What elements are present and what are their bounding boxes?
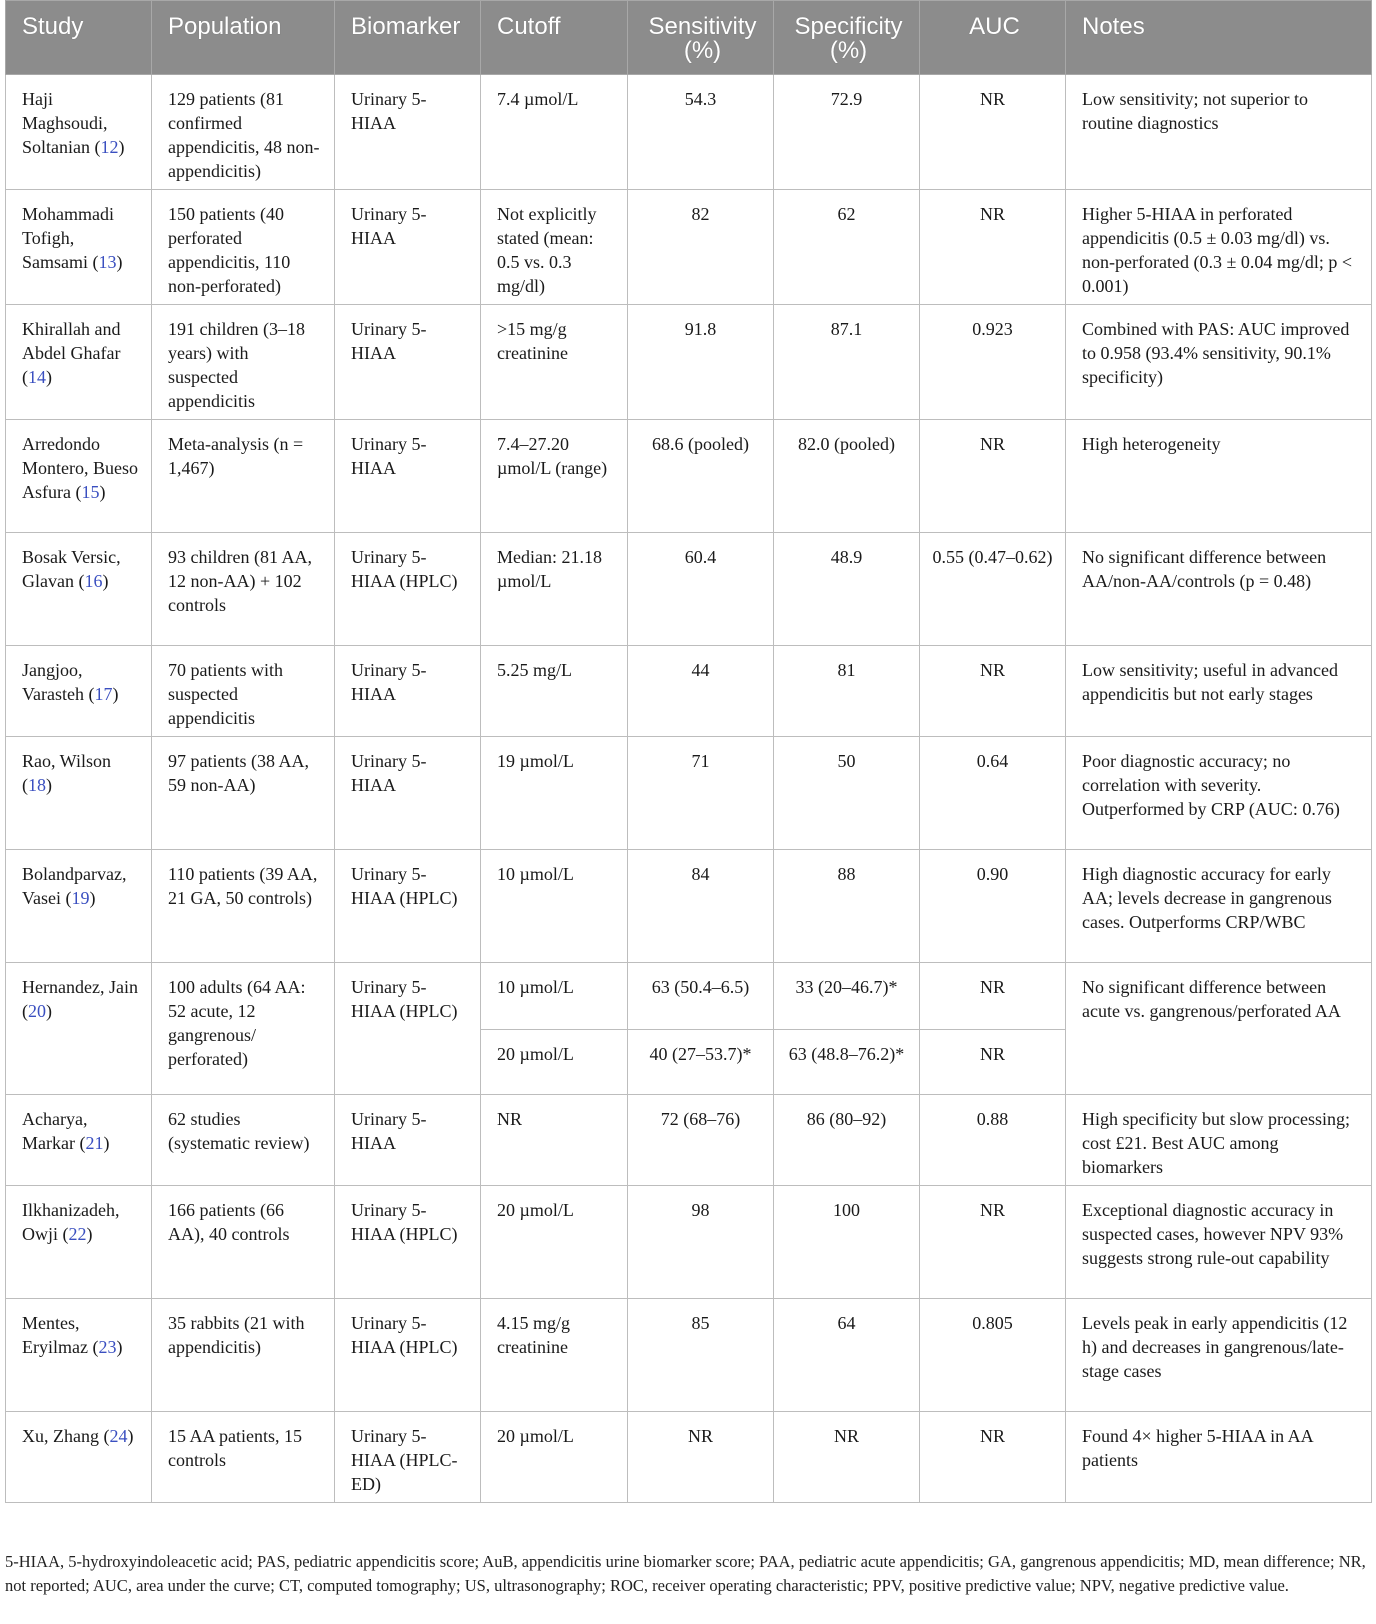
- cell-population: 62 studies (systematic review): [152, 1095, 335, 1186]
- cell-cutoff: Median: 21.18 µmol/L: [481, 533, 628, 646]
- header-study: Study: [6, 1, 152, 75]
- cell-specificity: 48.9: [774, 533, 920, 646]
- cell-notes: Found 4× higher 5-HIAA in AA patients: [1066, 1412, 1372, 1503]
- table-row: [6, 1186, 1372, 1299]
- biomarker-table: [5, 0, 1372, 1503]
- cell-specificity: 82.0 (pooled): [774, 420, 920, 533]
- cell-specificity: 33 (20–46.7)*: [774, 963, 920, 1030]
- cell-auc: NR: [920, 963, 1066, 1030]
- header-population: Population: [152, 1, 335, 75]
- cell-biomarker: Urinary 5-HIAA: [335, 190, 481, 305]
- cell-sensitivity: 85: [628, 1299, 774, 1412]
- cell-specificity: 86 (80–92): [774, 1095, 920, 1186]
- cell-specificity: 88: [774, 850, 920, 963]
- cell-cutoff: 20 µmol/L: [481, 1186, 628, 1299]
- cell-biomarker: Urinary 5-HIAA: [335, 646, 481, 737]
- cell-specificity: 87.1: [774, 305, 920, 420]
- cell-sensitivity: NR: [628, 1412, 774, 1503]
- cell-sensitivity: 44: [628, 646, 774, 737]
- study-name: Bolandparvaz, Vasei: [22, 864, 127, 908]
- cell-biomarker: Urinary 5-HIAA: [335, 737, 481, 850]
- cell-biomarker: Urinary 5-HIAA (HPLC): [335, 533, 481, 646]
- cell-auc: NR: [920, 190, 1066, 305]
- cell-sensitivity: 63 (50.4–6.5): [628, 963, 774, 1030]
- cell-notes: Higher 5-HIAA in perforated appendicitis (0.5 ± 0.03 mg/dl) vs. non-perforated (0.3 ± 0.04 mg/dl; p < 0.001): [1066, 190, 1372, 305]
- table-row: [6, 646, 1372, 737]
- cell-auc: NR: [920, 420, 1066, 533]
- results-table-container: [5, 0, 1371, 1503]
- cell-specificity: 72.9: [774, 75, 920, 190]
- cell-biomarker: Urinary 5-HIAA: [335, 305, 481, 420]
- cell-cutoff: 20 µmol/L: [481, 1030, 628, 1095]
- study-name: Mentes, Eryilmaz: [22, 1313, 88, 1357]
- header-specificity: Specificity (%): [774, 1, 920, 75]
- cell-biomarker: Urinary 5-HIAA (HPLC): [335, 1299, 481, 1412]
- cell-specificity: 64: [774, 1299, 920, 1412]
- cell-auc: NR: [920, 1186, 1066, 1299]
- cell-population: 70 patients with suspected appendicitis: [152, 646, 335, 737]
- cell-cutoff: Not explicitly stated (mean: 0.5 vs. 0.3 mg/dl): [481, 190, 628, 305]
- study-name: Haji Maghsoudi, Soltanian: [22, 89, 108, 157]
- cell-specificity: 50: [774, 737, 920, 850]
- cell-study: Xu, Zhang (24): [6, 1412, 152, 1503]
- cell-study: Haji Maghsoudi, Soltanian (12): [6, 75, 152, 190]
- reference-link[interactable]: 22: [68, 1224, 87, 1244]
- cell-study: Ilkhanizadeh, Owji (22): [6, 1186, 152, 1299]
- cell-population: 100 adults (64 AA: 52 acute, 12 gangrenous/ perforated): [152, 963, 335, 1095]
- cell-specificity: 100: [774, 1186, 920, 1299]
- reference-link[interactable]: 12: [100, 137, 119, 157]
- cell-cutoff: 10 µmol/L: [481, 850, 628, 963]
- cell-notes: Low sensitivity; not superior to routine diagnostics: [1066, 75, 1372, 190]
- cell-cutoff: 20 µmol/L: [481, 1412, 628, 1503]
- cell-notes: Exceptional diagnostic accuracy in suspected cases, however NPV 93% suggests strong rule-out capability: [1066, 1186, 1372, 1299]
- cell-cutoff: 5.25 mg/L: [481, 646, 628, 737]
- table-row: [6, 420, 1372, 533]
- cell-sensitivity: 71: [628, 737, 774, 850]
- cell-study: Hernandez, Jain (20): [6, 963, 152, 1095]
- cell-sensitivity: 84: [628, 850, 774, 963]
- table-header-row: [6, 1, 1372, 75]
- reference-link[interactable]: 21: [85, 1133, 104, 1153]
- reference-link[interactable]: 16: [84, 571, 103, 591]
- table-row: [6, 1299, 1372, 1412]
- cell-study: Rao, Wilson (18): [6, 737, 152, 850]
- cell-study: Arredondo Montero, Bueso Asfura (15): [6, 420, 152, 533]
- cell-auc: NR: [920, 1412, 1066, 1503]
- cell-cutoff: NR: [481, 1095, 628, 1186]
- cell-specificity: 63 (48.8–76.2)*: [774, 1030, 920, 1095]
- cell-notes: Levels peak in early appendicitis (12 h) and decreases in gangrenous/late-stage cases: [1066, 1299, 1372, 1412]
- cell-sensitivity: 72 (68–76): [628, 1095, 774, 1186]
- study-name: Arredondo Montero, Bueso Asfura: [22, 434, 138, 502]
- cell-population: 166 patients (66 AA), 40 controls: [152, 1186, 335, 1299]
- reference-link[interactable]: 15: [81, 482, 100, 502]
- table-footnote: 5-HIAA, 5-hydroxyindoleacetic acid; PAS, pediatric appendicitis score; AuB, appendicitis urine biomarker score; PAA, pediatric acute appendicitis; GA, gangrenous appendicitis; MD, mean difference; NR, not reported; AUC, area under the curve; CT, computed tomography; US, ultrasonography; ROC, receiver operating characteristic; PPV, positive predictive value; NPV, negative predictive value.: [5, 1552, 1366, 1595]
- cell-notes: Poor diagnostic accuracy; no correlation with severity. Outperformed by CRP (AUC: 0.76): [1066, 737, 1372, 850]
- cell-notes: High specificity but slow processing; cost £21. Best AUC among biomarkers: [1066, 1095, 1372, 1186]
- cell-biomarker: Urinary 5-HIAA (HPLC): [335, 963, 481, 1095]
- study-name: Hernandez, Jain: [22, 977, 138, 997]
- cell-study: Acharya, Markar (21): [6, 1095, 152, 1186]
- reference-link[interactable]: 23: [98, 1337, 117, 1357]
- cell-biomarker: Urinary 5-HIAA (HPLC): [335, 1186, 481, 1299]
- reference-link[interactable]: 17: [94, 684, 113, 704]
- table-row: [6, 850, 1372, 963]
- cell-cutoff: >15 mg/g creatinine: [481, 305, 628, 420]
- reference-link[interactable]: 19: [71, 888, 90, 908]
- cell-cutoff: 7.4–27.20 µmol/L (range): [481, 420, 628, 533]
- cell-sensitivity: 60.4: [628, 533, 774, 646]
- cell-sensitivity: 82: [628, 190, 774, 305]
- cell-auc: NR: [920, 646, 1066, 737]
- study-name: Bosak Versic, Glavan: [22, 547, 121, 591]
- cell-auc: NR: [920, 75, 1066, 190]
- header-biomarker: Biomarker: [335, 1, 481, 75]
- cell-auc: 0.88: [920, 1095, 1066, 1186]
- cell-specificity: 62: [774, 190, 920, 305]
- cell-cutoff: 19 µmol/L: [481, 737, 628, 850]
- cell-sensitivity: 68.6 (pooled): [628, 420, 774, 533]
- table-row: [6, 533, 1372, 646]
- reference-link[interactable]: 24: [109, 1426, 128, 1446]
- cell-sensitivity: 91.8: [628, 305, 774, 420]
- table-row: [6, 1095, 1372, 1186]
- cell-sensitivity: 98: [628, 1186, 774, 1299]
- cell-specificity: 81: [774, 646, 920, 737]
- cell-population: Meta-analysis (n = 1,467): [152, 420, 335, 533]
- cell-auc: 0.64: [920, 737, 1066, 850]
- cell-population: 150 patients (40 perforated appendicitis, 110 non-perforated): [152, 190, 335, 305]
- cell-notes: High diagnostic accuracy for early AA; levels decrease in gangrenous cases. Outperforms CRP/WBC: [1066, 850, 1372, 963]
- study-name: Jangjoo, Varasteh: [22, 660, 84, 704]
- header-cutoff: Cutoff: [481, 1, 628, 75]
- cell-notes: No significant difference between AA/non-AA/controls (p = 0.48): [1066, 533, 1372, 646]
- reference-link[interactable]: 14: [28, 367, 46, 387]
- cell-study: Bosak Versic, Glavan (16): [6, 533, 152, 646]
- cell-specificity: NR: [774, 1412, 920, 1503]
- cell-biomarker: Urinary 5-HIAA: [335, 1095, 481, 1186]
- study-name: Rao, Wilson: [22, 751, 111, 771]
- cell-cutoff: 7.4 µmol/L: [481, 75, 628, 190]
- cell-notes: Combined with PAS: AUC improved to 0.958 (93.4% sensitivity, 90.1% specificity): [1066, 305, 1372, 420]
- study-name: Acharya, Markar: [22, 1109, 88, 1153]
- table-row: [6, 190, 1372, 305]
- cell-population: 15 AA patients, 15 controls: [152, 1412, 335, 1503]
- study-name: Mohammadi Tofigh, Samsami: [22, 204, 114, 272]
- cell-auc: 0.90: [920, 850, 1066, 963]
- cell-biomarker: Urinary 5-HIAA (HPLC): [335, 850, 481, 963]
- cell-study: Khirallah and Abdel Ghafar (14): [6, 305, 152, 420]
- cell-biomarker: Urinary 5-HIAA: [335, 75, 481, 190]
- header-auc: AUC: [920, 1, 1066, 75]
- cell-study: Bolandparvaz, Vasei (19): [6, 850, 152, 963]
- study-name: Ilkhanizadeh, Owji: [22, 1200, 120, 1244]
- study-name: Xu, Zhang: [22, 1426, 99, 1446]
- cell-biomarker: Urinary 5-HIAA (HPLC-ED): [335, 1412, 481, 1503]
- table-row: [6, 1412, 1372, 1503]
- reference-link[interactable]: 18: [28, 775, 46, 795]
- cell-auc: 0.923: [920, 305, 1066, 420]
- cell-population: 93 children (81 AA, 12 non-AA) + 102 controls: [152, 533, 335, 646]
- cell-study: Mentes, Eryilmaz (23): [6, 1299, 152, 1412]
- header-notes: Notes: [1066, 1, 1372, 75]
- cell-population: 129 patients (81 confirmed appendicitis, 48 non-appendicitis): [152, 75, 335, 190]
- table-row: [6, 963, 1372, 1030]
- reference-link[interactable]: 13: [98, 252, 117, 272]
- reference-link[interactable]: 20: [28, 1001, 46, 1021]
- cell-sensitivity: 54.3: [628, 75, 774, 190]
- cell-cutoff: 10 µmol/L: [481, 963, 628, 1030]
- cell-auc: NR: [920, 1030, 1066, 1095]
- table-row: [6, 305, 1372, 420]
- header-sensitivity: Sensitivity (%): [628, 1, 774, 75]
- cell-biomarker: Urinary 5-HIAA: [335, 420, 481, 533]
- table-row: [6, 737, 1372, 850]
- table-row: [6, 75, 1372, 190]
- cell-notes: No significant difference between acute vs. gangrenous/perforated AA: [1066, 963, 1372, 1095]
- cell-sensitivity: 40 (27–53.7)*: [628, 1030, 774, 1095]
- cell-population: 97 patients (38 AA, 59 non-AA): [152, 737, 335, 850]
- cell-notes: Low sensitivity; useful in advanced appendicitis but not early stages: [1066, 646, 1372, 737]
- cell-notes: High heterogeneity: [1066, 420, 1372, 533]
- cell-auc: 0.55 (0.47–0.62): [920, 533, 1066, 646]
- cell-population: 110 patients (39 AA, 21 GA, 50 controls): [152, 850, 335, 963]
- study-name: Khirallah and Abdel Ghafar: [22, 319, 121, 363]
- cell-study: Jangjoo, Varasteh (17): [6, 646, 152, 737]
- cell-auc: 0.805: [920, 1299, 1066, 1412]
- cell-population: 191 children (3–18 years) with suspected appendicitis: [152, 305, 335, 420]
- cell-population: 35 rabbits (21 with appendicitis): [152, 1299, 335, 1412]
- cell-cutoff: 4.15 mg/g creatinine: [481, 1299, 628, 1412]
- cell-study: Mohammadi Tofigh, Samsami (13): [6, 190, 152, 305]
